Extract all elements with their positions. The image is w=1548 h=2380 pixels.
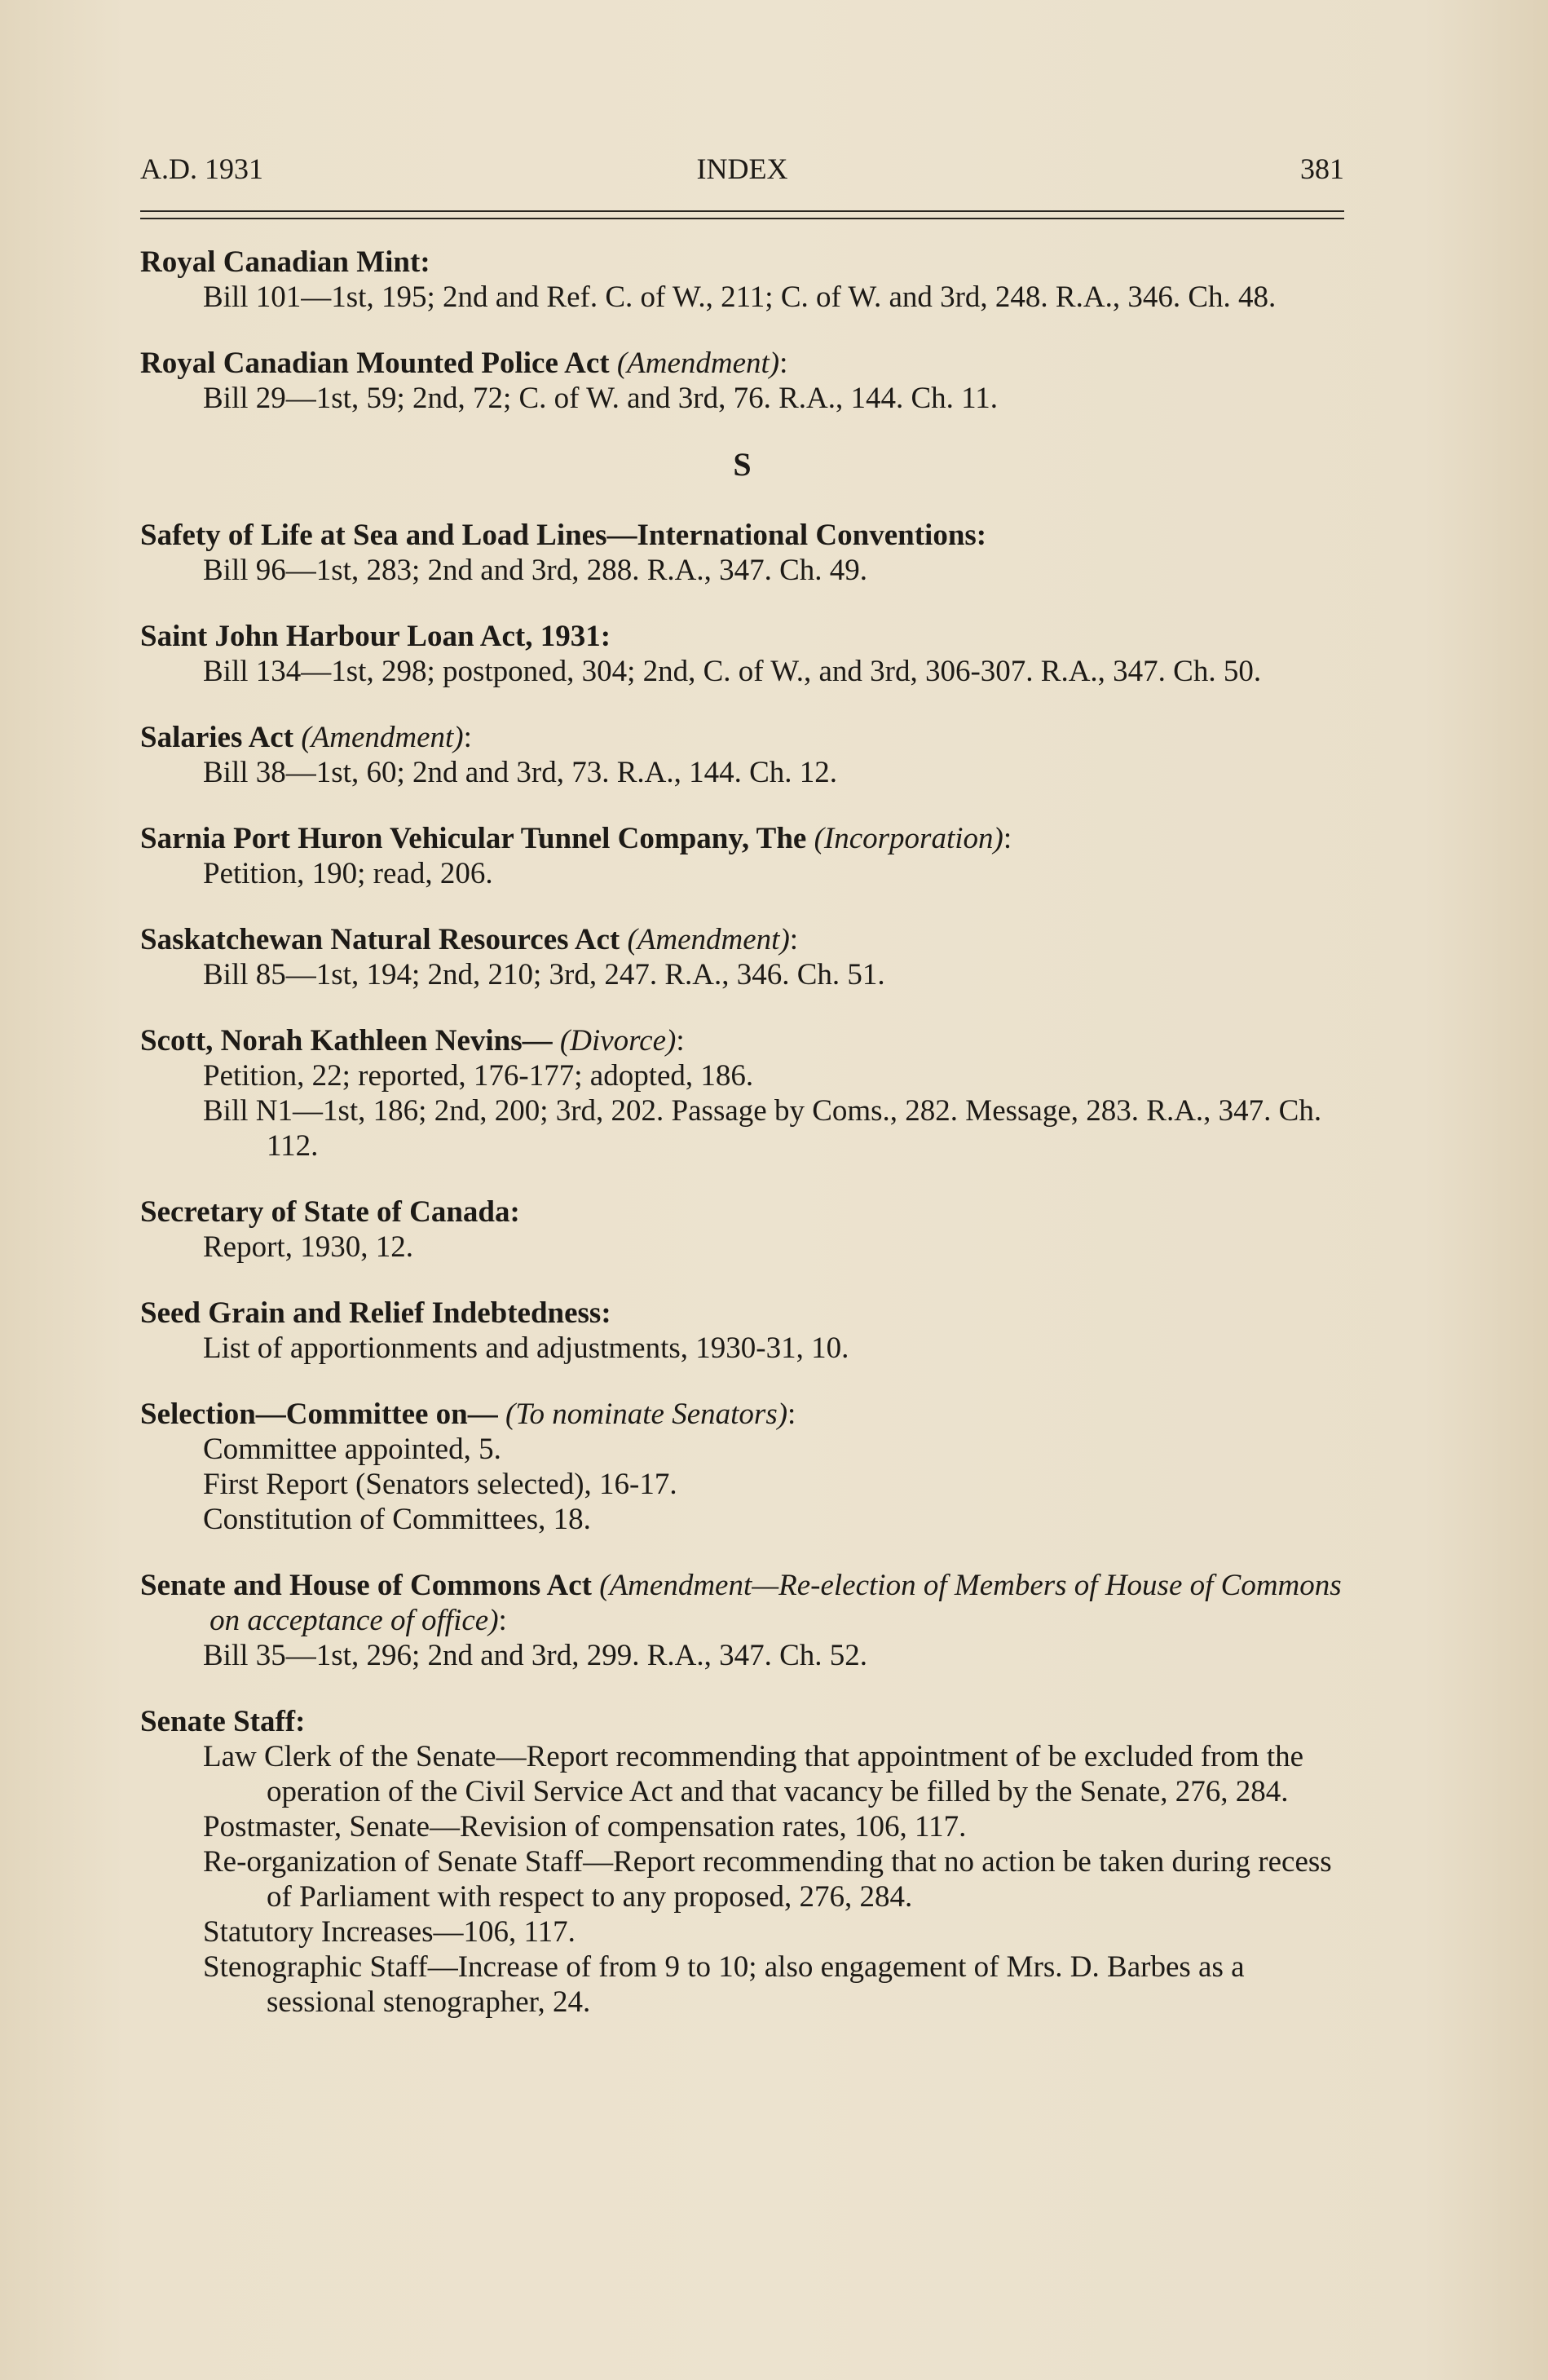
entry-heading [140,346,1344,381]
entry-line: Committee appointed, 5. [203,1433,501,1466]
entries-section [140,518,1344,2020]
entry-heading [140,720,1344,755]
entry-qualifier: (Amendment) [301,721,464,754]
entry-title: Royal Canadian Mounted Police Act [140,347,610,380]
index-entry [140,1568,1344,1673]
index-entry [140,821,1344,891]
header-year: A.D. 1931 [140,152,263,185]
entry-line: Stenographic Staff—Increase of from 9 to 10; also engagement of Mrs. D. Barbes as a sessional stenographer, 24. [203,1950,1245,2019]
entry-title: Selection—Committee on— [140,1398,498,1431]
entry-heading [140,1397,1344,1432]
entry-heading [140,619,1344,654]
entry-qualifier: (Divorce) [559,1024,677,1058]
page-number: 381 [1300,152,1344,185]
index-entry [140,245,1344,315]
entry-heading [140,1194,1344,1230]
entry-line: Bill 85—1st, 194; 2nd, 210; 3rd, 247. R.A., 346. Ch. 51. [203,958,885,991]
entry-heading [140,518,1344,553]
entry-colon: : [779,347,788,380]
entry-colon: : [789,923,799,956]
entry-line: Statutory Increases—106, 117. [203,1915,576,1949]
entry-heading [140,922,1344,957]
entry-line: List of apportionments and adjustments, 1930-31, 10. [203,1331,849,1365]
index-entry [140,1397,1344,1537]
entry-qualifier: (Amendment) [627,923,790,956]
section-letter: S [733,446,752,483]
entry-line: Bill 96—1st, 283; 2nd and 3rd, 288. R.A., 347. Ch. 49. [203,554,868,587]
index-entry [140,720,1344,790]
entry-title: Saskatchewan Natural Resources Act [140,923,620,956]
entry-qualifier: (Incorporation) [814,822,1003,855]
entry-line: Petition, 22; reported, 176-177; adopted, 186. [203,1059,754,1093]
entry-colon: : [676,1024,685,1058]
entry-line: Postmaster, Senate—Revision of compensation rates, 106, 117. [203,1810,967,1844]
index-entry [140,1023,1344,1164]
entry-colon: : [463,721,472,754]
entry-colon: : [498,1604,507,1637]
entry-title: Seed Grain and Relief Indebtedness: [140,1296,611,1330]
page-header [140,152,1344,192]
entry-heading [140,1023,1344,1058]
entry-line: Bill 134—1st, 298; postponed, 304; 2nd, C. of W., and 3rd, 306-307. R.A., 347. Ch. 50. [203,655,1262,688]
index-entry [140,518,1344,588]
entry-line: Bill N1—1st, 186; 2nd, 200; 3rd, 202. Passage by Coms., 282. Message, 283. R.A., 347. Ch. 112. [203,1094,1322,1163]
entry-line: First Report (Senators selected), 16-17. [203,1468,677,1501]
index-entry [140,346,1344,416]
index-entry [140,1704,1344,2020]
entries-before-section [140,245,1344,416]
entry-line: Constitution of Committees, 18. [203,1503,591,1536]
entry-title: Saint John Harbour Loan Act, 1931: [140,620,611,653]
entry-qualifier: (To nominate Senators) [505,1398,788,1431]
index-entry [140,922,1344,992]
entry-colon: : [787,1398,796,1431]
index-content [140,245,1344,2051]
header-title: INDEX [696,152,788,185]
entry-title: Safety of Life at Sea and Load Lines—International Conventions: [140,519,987,552]
entry-line: Petition, 190; read, 206. [203,857,493,890]
index-entry [140,1194,1344,1265]
entry-line: Bill 101—1st, 195; 2nd and Ref. C. of W., 211; C. of W. and 3rd, 248. R.A., 346. Ch. 48. [203,280,1277,314]
index-entry [140,1296,1344,1366]
entry-title: Scott, Norah Kathleen Nevins— [140,1024,553,1058]
entry-heading [140,1704,1344,1739]
entry-line: Bill 38—1st, 60; 2nd and 3rd, 73. R.A., 144. Ch. 12. [203,756,838,789]
entry-title: Senate and House of Commons Act [140,1569,592,1602]
entry-line: Bill 29—1st, 59; 2nd, 72; C. of W. and 3rd, 76. R.A., 144. Ch. 11. [203,382,999,415]
entry-title: Secretary of State of Canada: [140,1195,520,1229]
entry-line: Re-organization of Senate Staff—Report recommending that no action be taken during recess of Parliament with respect to any proposed, 276, 284. [203,1845,1332,1914]
entry-line: Law Clerk of the Senate—Report recommending that appointment of be excluded from the operation of the Civil Service Act and that vacancy be filled by the Senate, 276, 284. [203,1740,1304,1808]
entry-colon: : [1003,822,1012,855]
entry-line: Bill 35—1st, 296; 2nd and 3rd, 299. R.A., 347. Ch. 52. [203,1639,868,1672]
index-entry [140,619,1344,689]
entry-title: Royal Canadian Mint: [140,245,430,279]
entry-qualifier: (Amendment—Re-election of Members of House of Commons on acceptance of office) [209,1569,1342,1637]
entry-title: Senate Staff: [140,1705,306,1738]
entry-line: Report, 1930, 12. [203,1230,413,1264]
header-double-rule [140,210,1344,219]
entry-heading [140,245,1344,280]
entry-heading [140,821,1344,856]
entry-heading [140,1568,1344,1638]
entry-title: Sarnia Port Huron Vehicular Tunnel Company, The [140,822,807,855]
entry-heading [140,1296,1344,1331]
entry-qualifier: (Amendment) [616,347,780,380]
entry-title: Salaries Act [140,721,294,754]
